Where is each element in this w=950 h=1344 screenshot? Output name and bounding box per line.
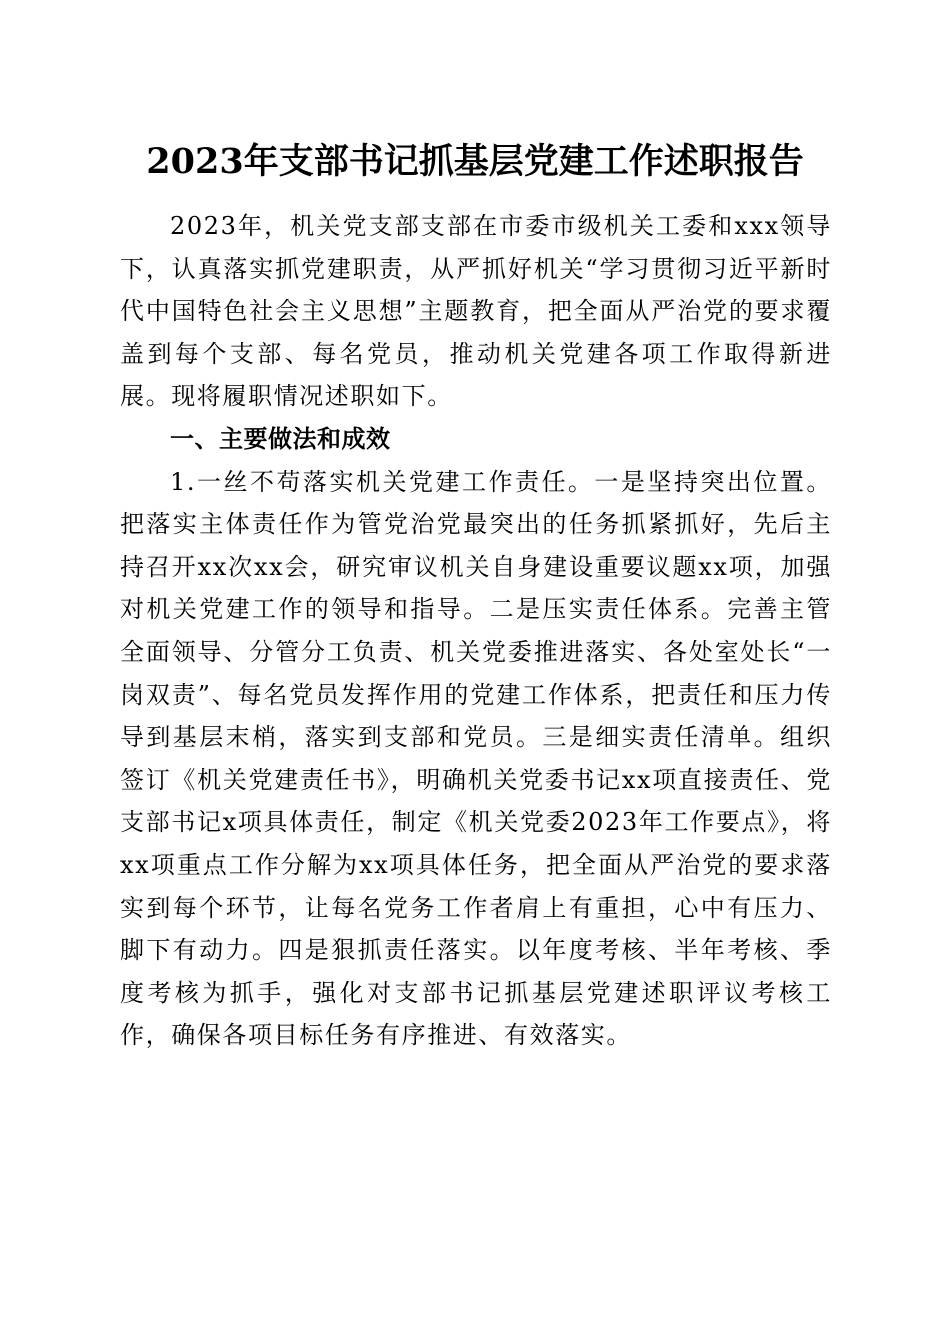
document-body: [120, 205, 832, 1057]
section-paragraph: 1.一丝不苟落实机关党建工作责任。一是坚持突出位置。把落实主体责任作为管党治党最突出的任务抓紧抓好，先后主持召开xx次xx会，研究审议机关自身建设重要议题xx项，加强对机关党建工作的领导和指导。二是压实责任体系。完善主管全面领导、分管分工负责、机关党委推进落实、各处室处长“一岗双责”、每名党员发挥作用的党建工作体系，把责任和压力传导到基层末梢，落实到支部和党员。三是细实责任清单。组织签订《机关党建责任书》，明确机关党委书记xx项直接责任、党支部书记x项具体责任，制定《机关党委2023年工作要点》，将xx项重点工作分解为xx项具体任务，把全面从严治党的要求落实到每个环节，让每名党务工作者肩上有重担，心中有压力、脚下有动力。四是狠抓责任落实。以年度考核、半年考核、季度考核为抓手，强化对支部书记抓基层党建述职评议考核工作，确保各项目标任务有序推进、有效落实。: [120, 467, 832, 1050]
intro-paragraph: 2023年，机关党支部支部在市委市级机关工委和xxx领导下，认真落实抓党建职责，从严抓好机关“学习贯彻习近平新时代中国特色社会主义思想”主题教育，把全面从严治党的要求覆盖到每个支部、每名党员，推动机关党建各项工作取得新进展。现将履职情况述职如下。: [120, 212, 832, 411]
section-heading: 一、主要做法和成效: [170, 424, 391, 453]
document-title: 2023年支部书记抓基层党建工作述职报告: [146, 141, 804, 182]
